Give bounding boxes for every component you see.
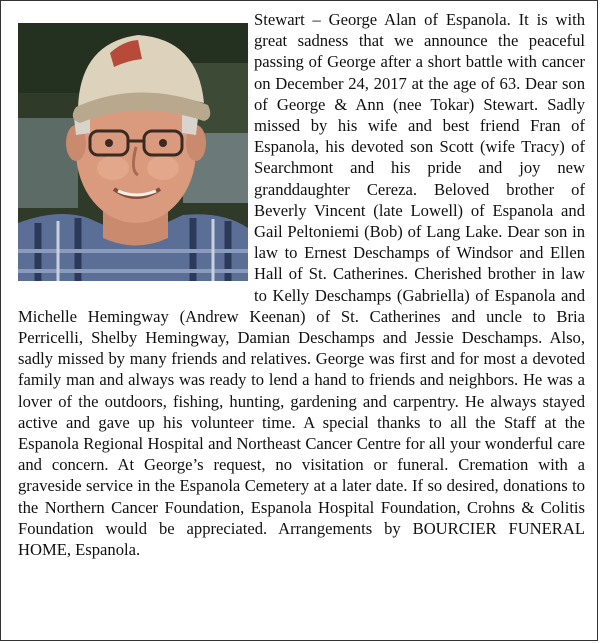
obituary-body: Stewart – George Alan of Espanola. It is with great sadness that we announce the peaceful passing of George after a short battle with cancer on December 24, 2017 at the age of 63. Dear son of George & Ann (nee Tokar) Stewart. Sadly missed by his wife and best friend Fran of Espanola, his devoted son Scott (wife Tracy) of Searchmont and his pride and joy new granddaughter Cereza. Beloved brother of Beverly Vincent (late Lowell) of Espanola and Gail Peltoniemi (Bob) of Lang Lake. Dear son in law to Ernest Deschamps of Windsor and Ellen Hall of St. Catherines. Cherished brother in law to Kelly Deschamps (Gabriella) of Espanola and Michelle Hemingway (Andrew Keenan) of St. Catherines and uncle to Bria Perricelli, Shelby Hemingway, Damian Deschamps and Jessie Deschamps. Also, sadly missed by many friends and relatives. George was first and for most a devoted family man and always was ready to lend a hand to friends and neighbors. He was a lover of the outdoors, fishing, hunting, gardening and carpentry. He always stayed active and gave up his volunteer time. A special thanks to all the Staff at the Espanola Regional Hospital and Northeast Cancer Centre for all your wonderful care and concern. At George’s request, no visitation or funeral. Cremation with a graveside service in the Espanola Cemetery at a later date. If so desired, donations to the Northern Cancer Foundation, Espanola Hospital Foundation, Crohns & Colitis Foundation would be appreciated. Arrangements by BOURCIER FUNERAL HOME, Espanola. bbox=[18, 10, 585, 560]
photo-spacer bbox=[18, 23, 254, 298]
obituary-text-block bbox=[18, 9, 585, 560]
